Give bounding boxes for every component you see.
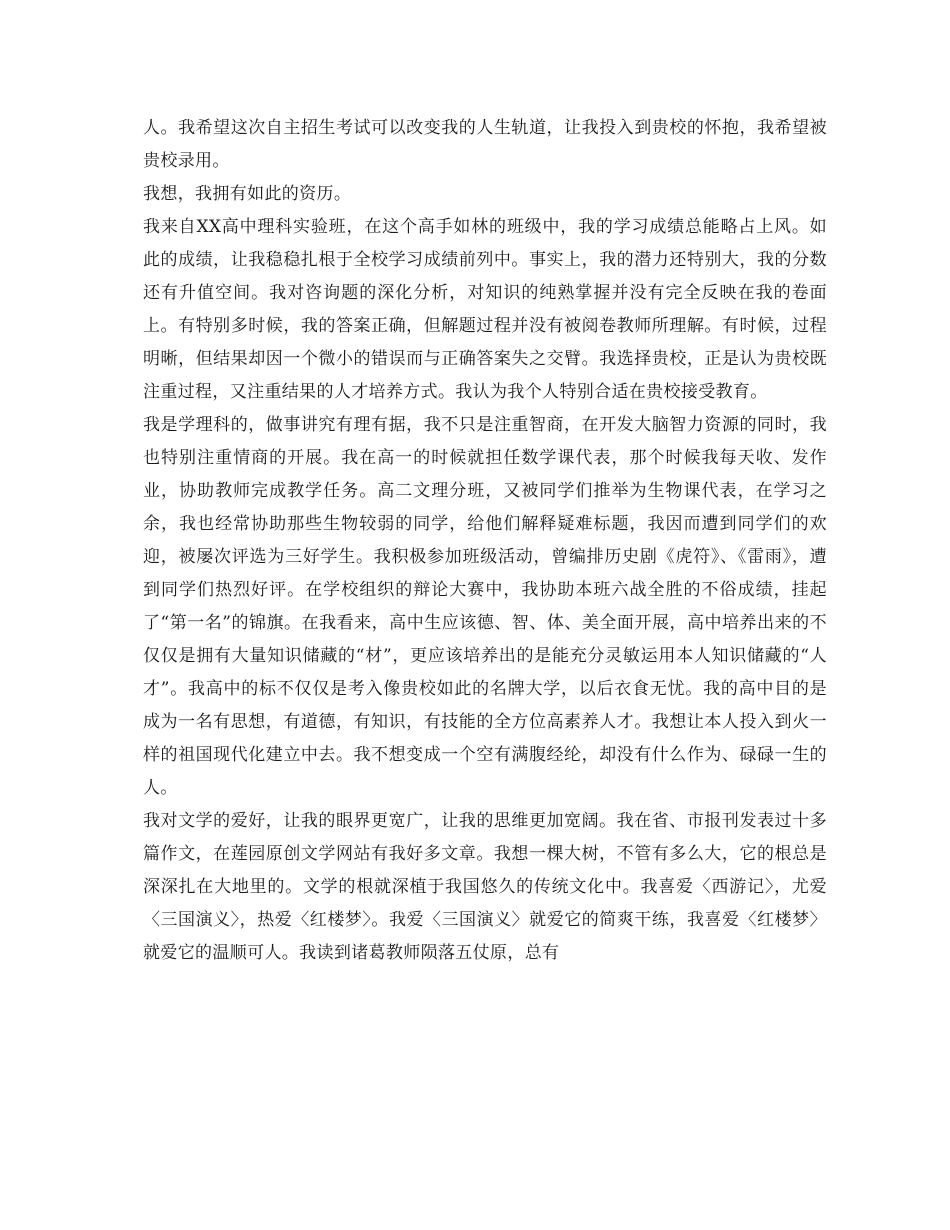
paragraph-2: 我想，我拥有如此的资历。 [143,184,352,204]
document-body [143,112,827,970]
paragraph-3: 我来自XX高中理科实验班，在这个高手如林的班级中，我的学习成绩总能略占上风。如此的成绩，让我稳稳扎根于全校学习成绩前列中。事实上，我的潜力还特别大，我的分数还有升值空间。我对咨询题的深化分析，对知识的纯熟掌握并没有完全反映在我的卷面上。有特别多时候，我的答案正确，但解题过程并没有被阅卷教师所理解。有时候，过程明晰，但结果却因一个微小的错误而与正确答案失之交臂。我选择贵校，正是认为贵校既注重过程，又注重结果的人才培养方式。我认为我个人特别合适在贵校接受教育。 [143,217,827,402]
paragraph-5: 我对文学的爱好，让我的眼界更宽广，让我的思维更加宽阔。我在省、市报刊发表过十多篇作文，在莲园原创文学网站有我好多文章。我想一棵大树，不管有多么大，它的根总是深深扎在大地里的。文学的根就深植于我国悠久的传统文化中。我喜爱〈西游记〉，尤爱〈三国演义〉，热爱〈红楼梦〉。我爱〈三国演义〉就爱它的简爽干练，我喜爱〈红楼梦〉就爱它的温顺可人。我读到诸葛教师陨落五仗原，总有 [143,811,827,963]
paragraph-1: 人。我希望这次自主招生考试可以改变我的人生轨道，让我投入到贵校的怀抱，我希望被贵校录用。 [143,118,827,171]
paragraph-4: 我是学理科的，做事讲究有理有据，我不只是注重智商，在开发大脑智力资源的同时，我也特别注重情商的开展。我在高一的时候就担任数学课代表，那个时候我每天收、发作业，协助教师完成教学任务。高二文理分班，又被同学们推举为生物课代表，在学习之余，我也经常协助那些生物较弱的同学，给他们解释疑难标题，我因而遭到同学们的欢迎，被屡次评选为三好学生。我积极参加班级活动，曾编排历史剧《虎符》、《雷雨》，遭到同学们热烈好评。在学校组织的辩论大赛中，我协助本班六战全胜的不俗成绩，挂起了“第一名”的锦旗。在我看来，高中生应该德、智、体、美全面开展，高中培养出来的不仅仅是拥有大量知识储藏的“材”，更应该培养出的是能充分灵敏运用本人知识储藏的“人才”。我高中的标不仅仅是考入像贵校如此的名牌大学，以后衣食无忧。我的高中目的是成为一名有思想，有道德，有知识，有技能的全方位高素养人才。我想让本人投入到火一样的祖国现代化建立中去。我不想变成一个空有满腹经纶，却没有什么作为、碌碌一生的人。 [143,415,827,798]
